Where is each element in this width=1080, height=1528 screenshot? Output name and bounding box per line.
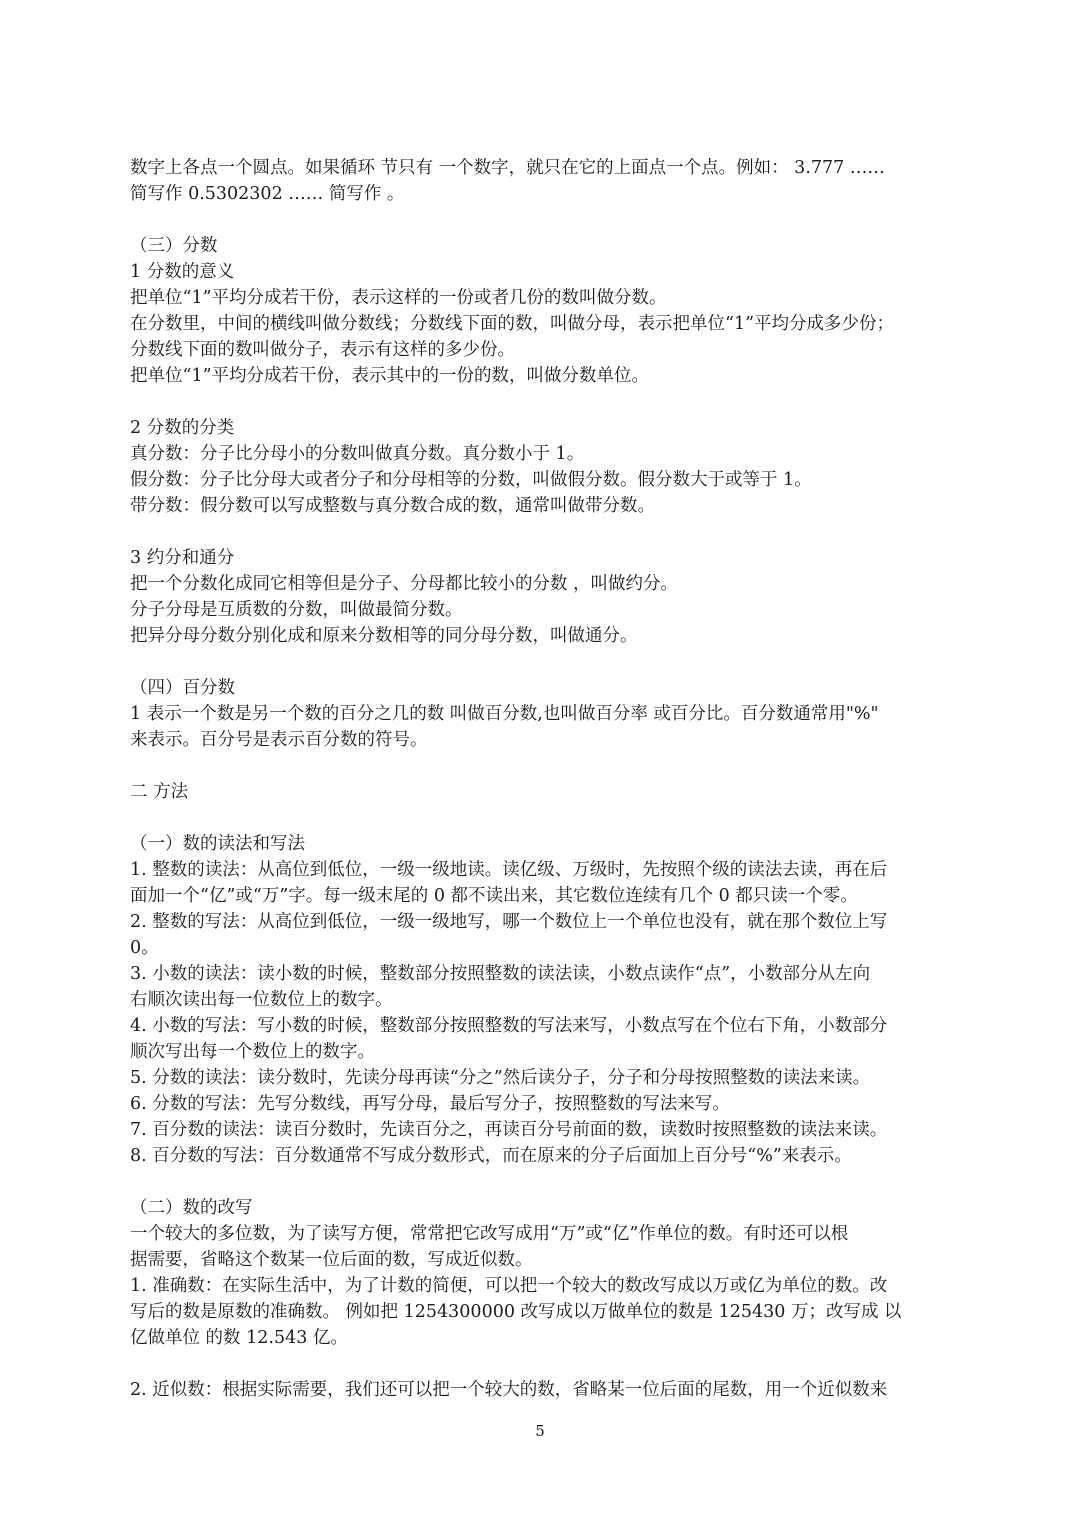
- blank-line: [130, 207, 952, 233]
- text-line: 5. 分数的读法：读分数时，先读分母再读“分之”然后读分子，分子和分母按照整数的读法来读。: [130, 1068, 871, 1088]
- text-line: 8. 百分数的写法：百分数通常不写成分数形式，而在原来的分子后面加上百分号“%”来表示。: [130, 1146, 852, 1166]
- page-number: 5: [535, 1422, 545, 1440]
- text-line: 1. 整数的读法：从高位到低位，一级一级地读。读亿级、万级时，先按照个级的读法去读，再在后: [130, 860, 888, 880]
- text-line: 把单位“1”平均分成若干份，表示这样的一份或者几份的数叫做分数。: [130, 288, 667, 308]
- blank-line: [130, 519, 952, 545]
- text-line: 假分数：分子比分母大或者分子和分母相等的分数，叫做假分数。假分数大于或等于 1。: [130, 470, 812, 490]
- text-line: 2. 整数的写法：从高位到低位，一级一级地写，哪一个数位上一个单位也没有，就在那个数位上写: [130, 912, 888, 932]
- text-line: 真分数：分子比分母小的分数叫做真分数。真分数小于 1。: [130, 444, 585, 464]
- blank-line: [130, 1351, 952, 1377]
- text-line: 简写作 0.5302302 …… 简写作 。: [130, 184, 405, 204]
- text-line: 3 约分和通分: [130, 548, 235, 568]
- blank-line: [130, 753, 952, 779]
- text-line: 把单位“1”平均分成若干份，表示其中的一份的数，叫做分数单位。: [130, 366, 650, 386]
- text-line: 在分数里，中间的横线叫做分数线；分数线下面的数，叫做分母，表示把单位“1”平均分成多少份；: [130, 314, 895, 334]
- text-line: 3. 小数的读法：读小数的时候，整数部分按照整数的读法读，小数点读作“点”，小数部分从左向: [130, 964, 871, 984]
- text-line: （二）数的改写: [130, 1198, 253, 1218]
- text-line: （三）分数: [130, 236, 218, 256]
- text-line: 7. 百分数的读法：读百分数时，先读百分之，再读百分号前面的数，读数时按照整数的读法来读。: [130, 1120, 888, 1140]
- blank-line: [130, 389, 952, 415]
- text-line: 面加一个“亿”或“万”字。每一级末尾的 0 都不读出来，其它数位连续有几个 0 都只读一个零。: [130, 886, 858, 906]
- document-body: [130, 155, 952, 1403]
- text-line: 6. 分数的写法：先写分数线，再写分母，最后写分子，按照整数的写法来写。: [130, 1094, 730, 1114]
- text-line: 把一个分数化成同它相等但是分子、分母都比较小的分数 ，叫做约分。: [130, 574, 679, 594]
- text-line: 1 分数的意义: [130, 262, 235, 282]
- text-line: 分子分母是互质数的分数，叫做最简分数。: [130, 600, 463, 620]
- text-line: 来表示。百分号是表示百分数的符号。: [130, 730, 428, 750]
- text-line: 把异分母分数分别化成和原来分数相等的同分母分数，叫做通分。: [130, 626, 638, 646]
- text-line: 据需要，省略这个数某一位后面的数，写成近似数。: [130, 1250, 533, 1270]
- blank-line: [130, 805, 952, 831]
- text-line: 1 表示一个数是另一个数的百分之几的数 叫做百分数,也叫做百分率 或百分比。百分数通常用"%": [130, 704, 879, 724]
- text-line: 顺次写出每一个数位上的数字。: [130, 1042, 375, 1062]
- text-line: 2. 近似数：根据实际需要，我们还可以把一个较大的数，省略某一位后面的尾数，用一个近似数来: [130, 1380, 888, 1400]
- text-line: 二 方法: [130, 782, 189, 802]
- text-line: 分数线下面的数叫做分子，表示有这样的多少份。: [130, 340, 515, 360]
- text-line: 亿做单位 的数 12.543 亿。: [130, 1328, 348, 1348]
- text-line: 一个较大的多位数，为了读写方便，常常把它改写成用“万”或“亿”作单位的数。有时还可以根: [130, 1224, 849, 1244]
- text-line: 数字上各点一个圆点。如果循环 节只有 一个数字，就只在它的上面点一个点。例如： 3.777 ……: [130, 158, 885, 178]
- text-line: 写后的数是原数的准确数。 例如把 1254300000 改写成以万做单位的数是 125430 万；改写成 以: [130, 1302, 902, 1322]
- text-line: （四）百分数: [130, 678, 235, 698]
- text-line: 2 分数的分类: [130, 418, 235, 438]
- text-line: 带分数：假分数可以写成整数与真分数合成的数，通常叫做带分数。: [130, 496, 655, 516]
- text-line: （一）数的读法和写法: [130, 834, 305, 854]
- text-line: 4. 小数的写法：写小数的时候，整数部分按照整数的写法来写，小数点写在个位右下角，小数部分: [130, 1016, 888, 1036]
- blank-line: [130, 649, 952, 675]
- blank-line: [130, 1169, 952, 1195]
- text-line: 1. 准确数：在实际生活中，为了计数的简便，可以把一个较大的数改写成以万或亿为单位的数。改: [130, 1276, 888, 1296]
- text-line: 右顺次读出每一位数位上的数字。: [130, 990, 393, 1010]
- text-line: 0。: [130, 938, 159, 958]
